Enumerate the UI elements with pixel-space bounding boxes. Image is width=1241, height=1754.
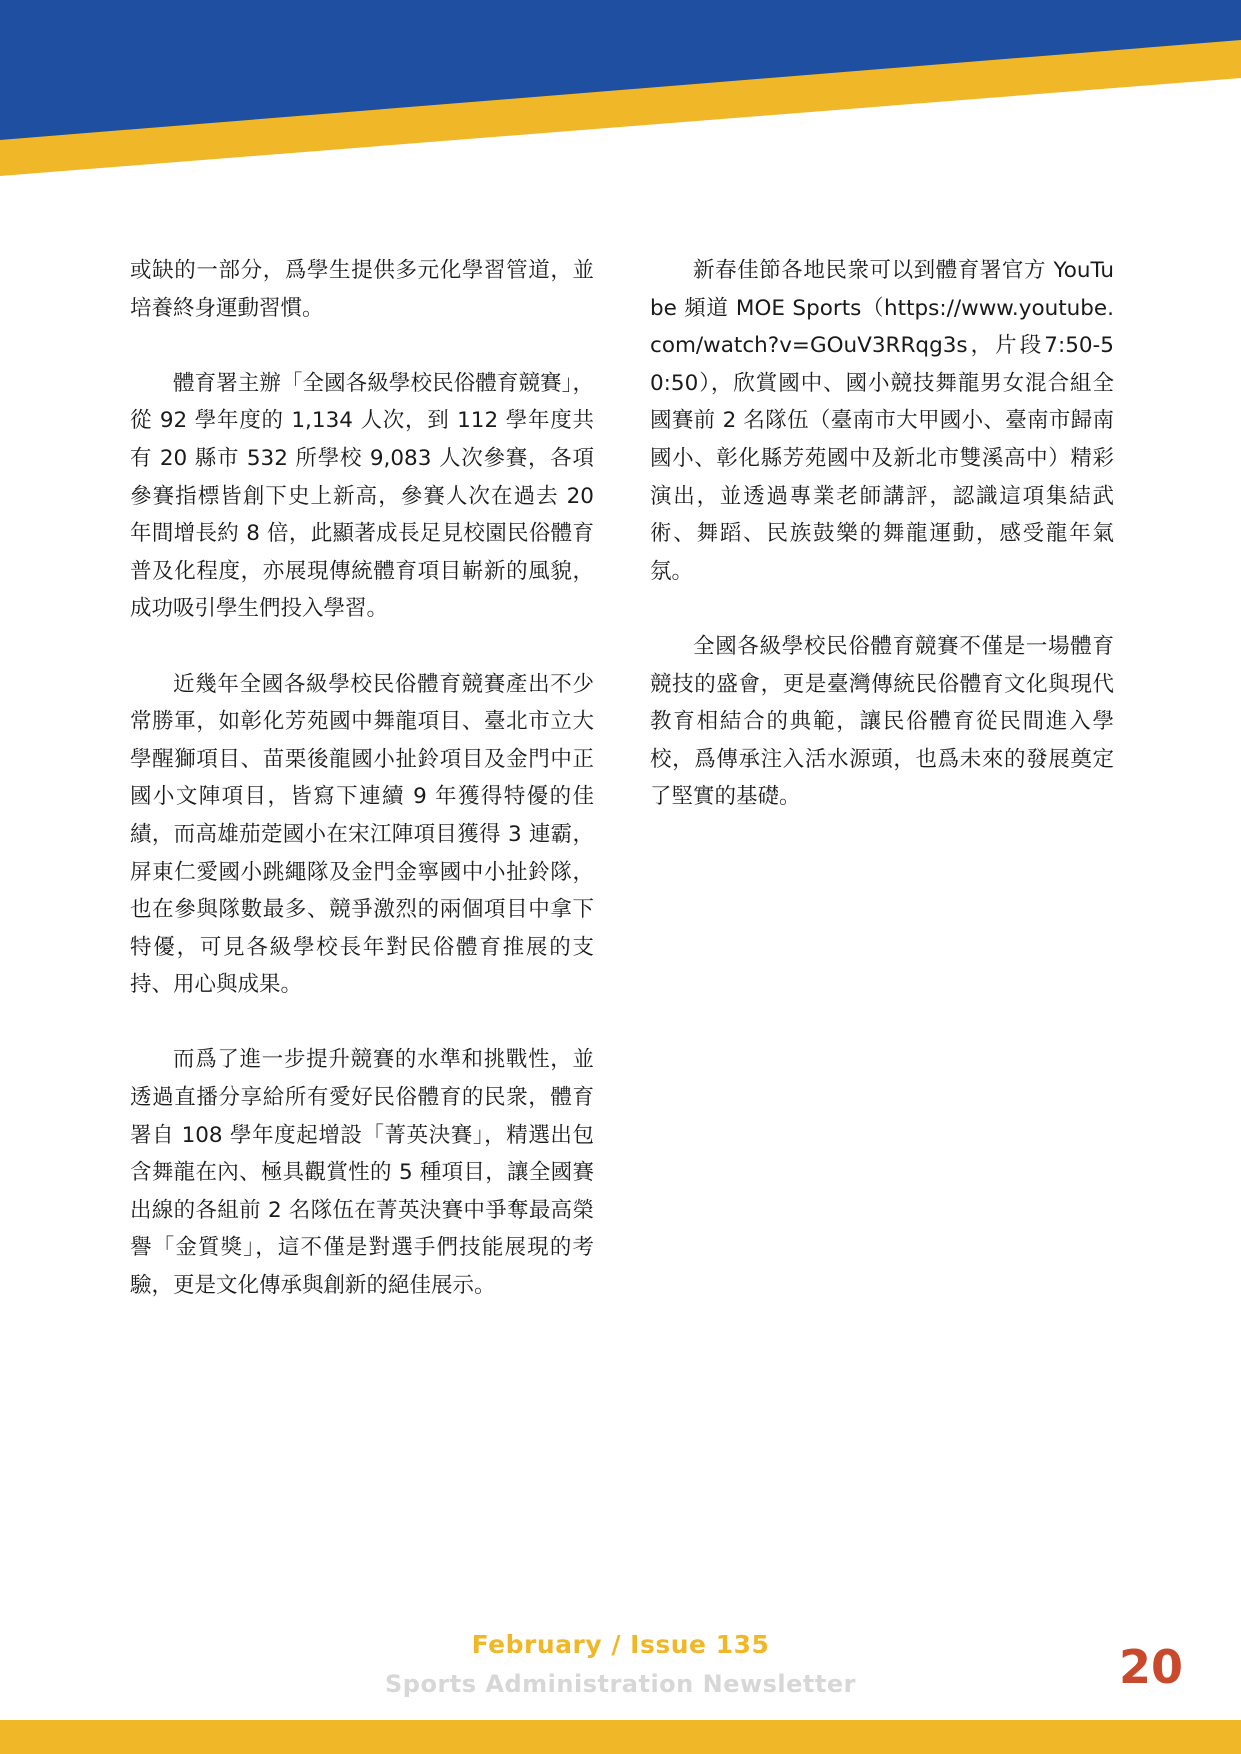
page-number: 20: [1118, 1640, 1183, 1694]
left-paragraph-4: 而爲了進一步提升競賽的水準和挑戰性，並透過直播分享給所有愛好民俗體育的民衆，體育署自 108 學年度起增設「菁英決賽」，精選出包含舞龍在內、極具觀賞性的 5 種項目，讓全國賽出線的各組前 2 名隊伍在菁英決賽中爭奪最高榮譽「金質獎」，這不僅是對選手們技能展現的考驗，更是文化傳承與創新的絕佳展示。: [130, 1047, 594, 1299]
left-paragraph-1: 或缺的一部分，爲學生提供多元化學習管道，並培養終身運動習慣。: [130, 258, 594, 321]
left-paragraph-3: 近幾年全國各級學校民俗體育競賽產出不少常勝軍，如彰化芳苑國中舞龍項目、臺北市立大學醒獅項目、苗栗後龍國小扯鈴項目及金門中正國小文陣項目，皆寫下連續 9 年獲得特優的佳績，而高雄茄萣國小在宋江陣項目獲得 3 連霸，屏東仁愛國小跳繩隊及金門金寧國中小扯鈴隊，也在參與隊數最多、競爭激烈的兩個項目中拿下特優，可見各級學校長年對民俗體育推展的支持、用心與成果。: [130, 671, 594, 998]
right-paragraph-2: 全國各級學校民俗體育競賽不僅是一場體育競技的盛會，更是臺灣傳統民俗體育文化與現代教育相結合的典範，讓民俗體育從民間進入學校，爲傳承注入活水源頭，也爲未來的發展奠定了堅實的基礎。: [650, 633, 1114, 810]
right-paragraph-1: 新春佳節各地民衆可以到體育署官方 YouTube 頻道 MOE Sports（https://www.youtube.com/watch?v=GOuV3RRqg3s，片段7:50-50:50），欣賞國中、國小競技舞龍男女混合組全國賽前 2 名隊伍（臺南市大甲國小、臺南市歸南國小、彰化縣芳苑國中及新北市雙溪高中）精彩演出，並透過專業老師講評，認識這項集結武術、舞蹈、民族鼓樂的舞龍運動，感受龍年氣氛。: [650, 258, 1114, 584]
left-column: [130, 252, 594, 1342]
footer-yellow-band: [0, 1720, 1241, 1754]
footer-issue-label: February / Issue 135: [471, 1630, 770, 1659]
footer-publication-title: Sports Administration Newsletter: [384, 1670, 856, 1698]
header-banner: [0, 0, 1241, 180]
left-paragraph-2: 體育署主辦「全國各級學校民俗體育競賽」，從 92 學年度的 1,134 人次，到 112 學年度共有 20 縣市 532 所學校 9,083 人次參賽，各項參賽指標皆創下史上新高，參賽人次在過去 20 年間增長約 8 倍，此顯著成長足見校園民俗體育普及化程度，亦展現傳統體育項目嶄新的風貌，成功吸引學生們投入學習。: [130, 370, 594, 622]
right-column: [650, 252, 1114, 854]
